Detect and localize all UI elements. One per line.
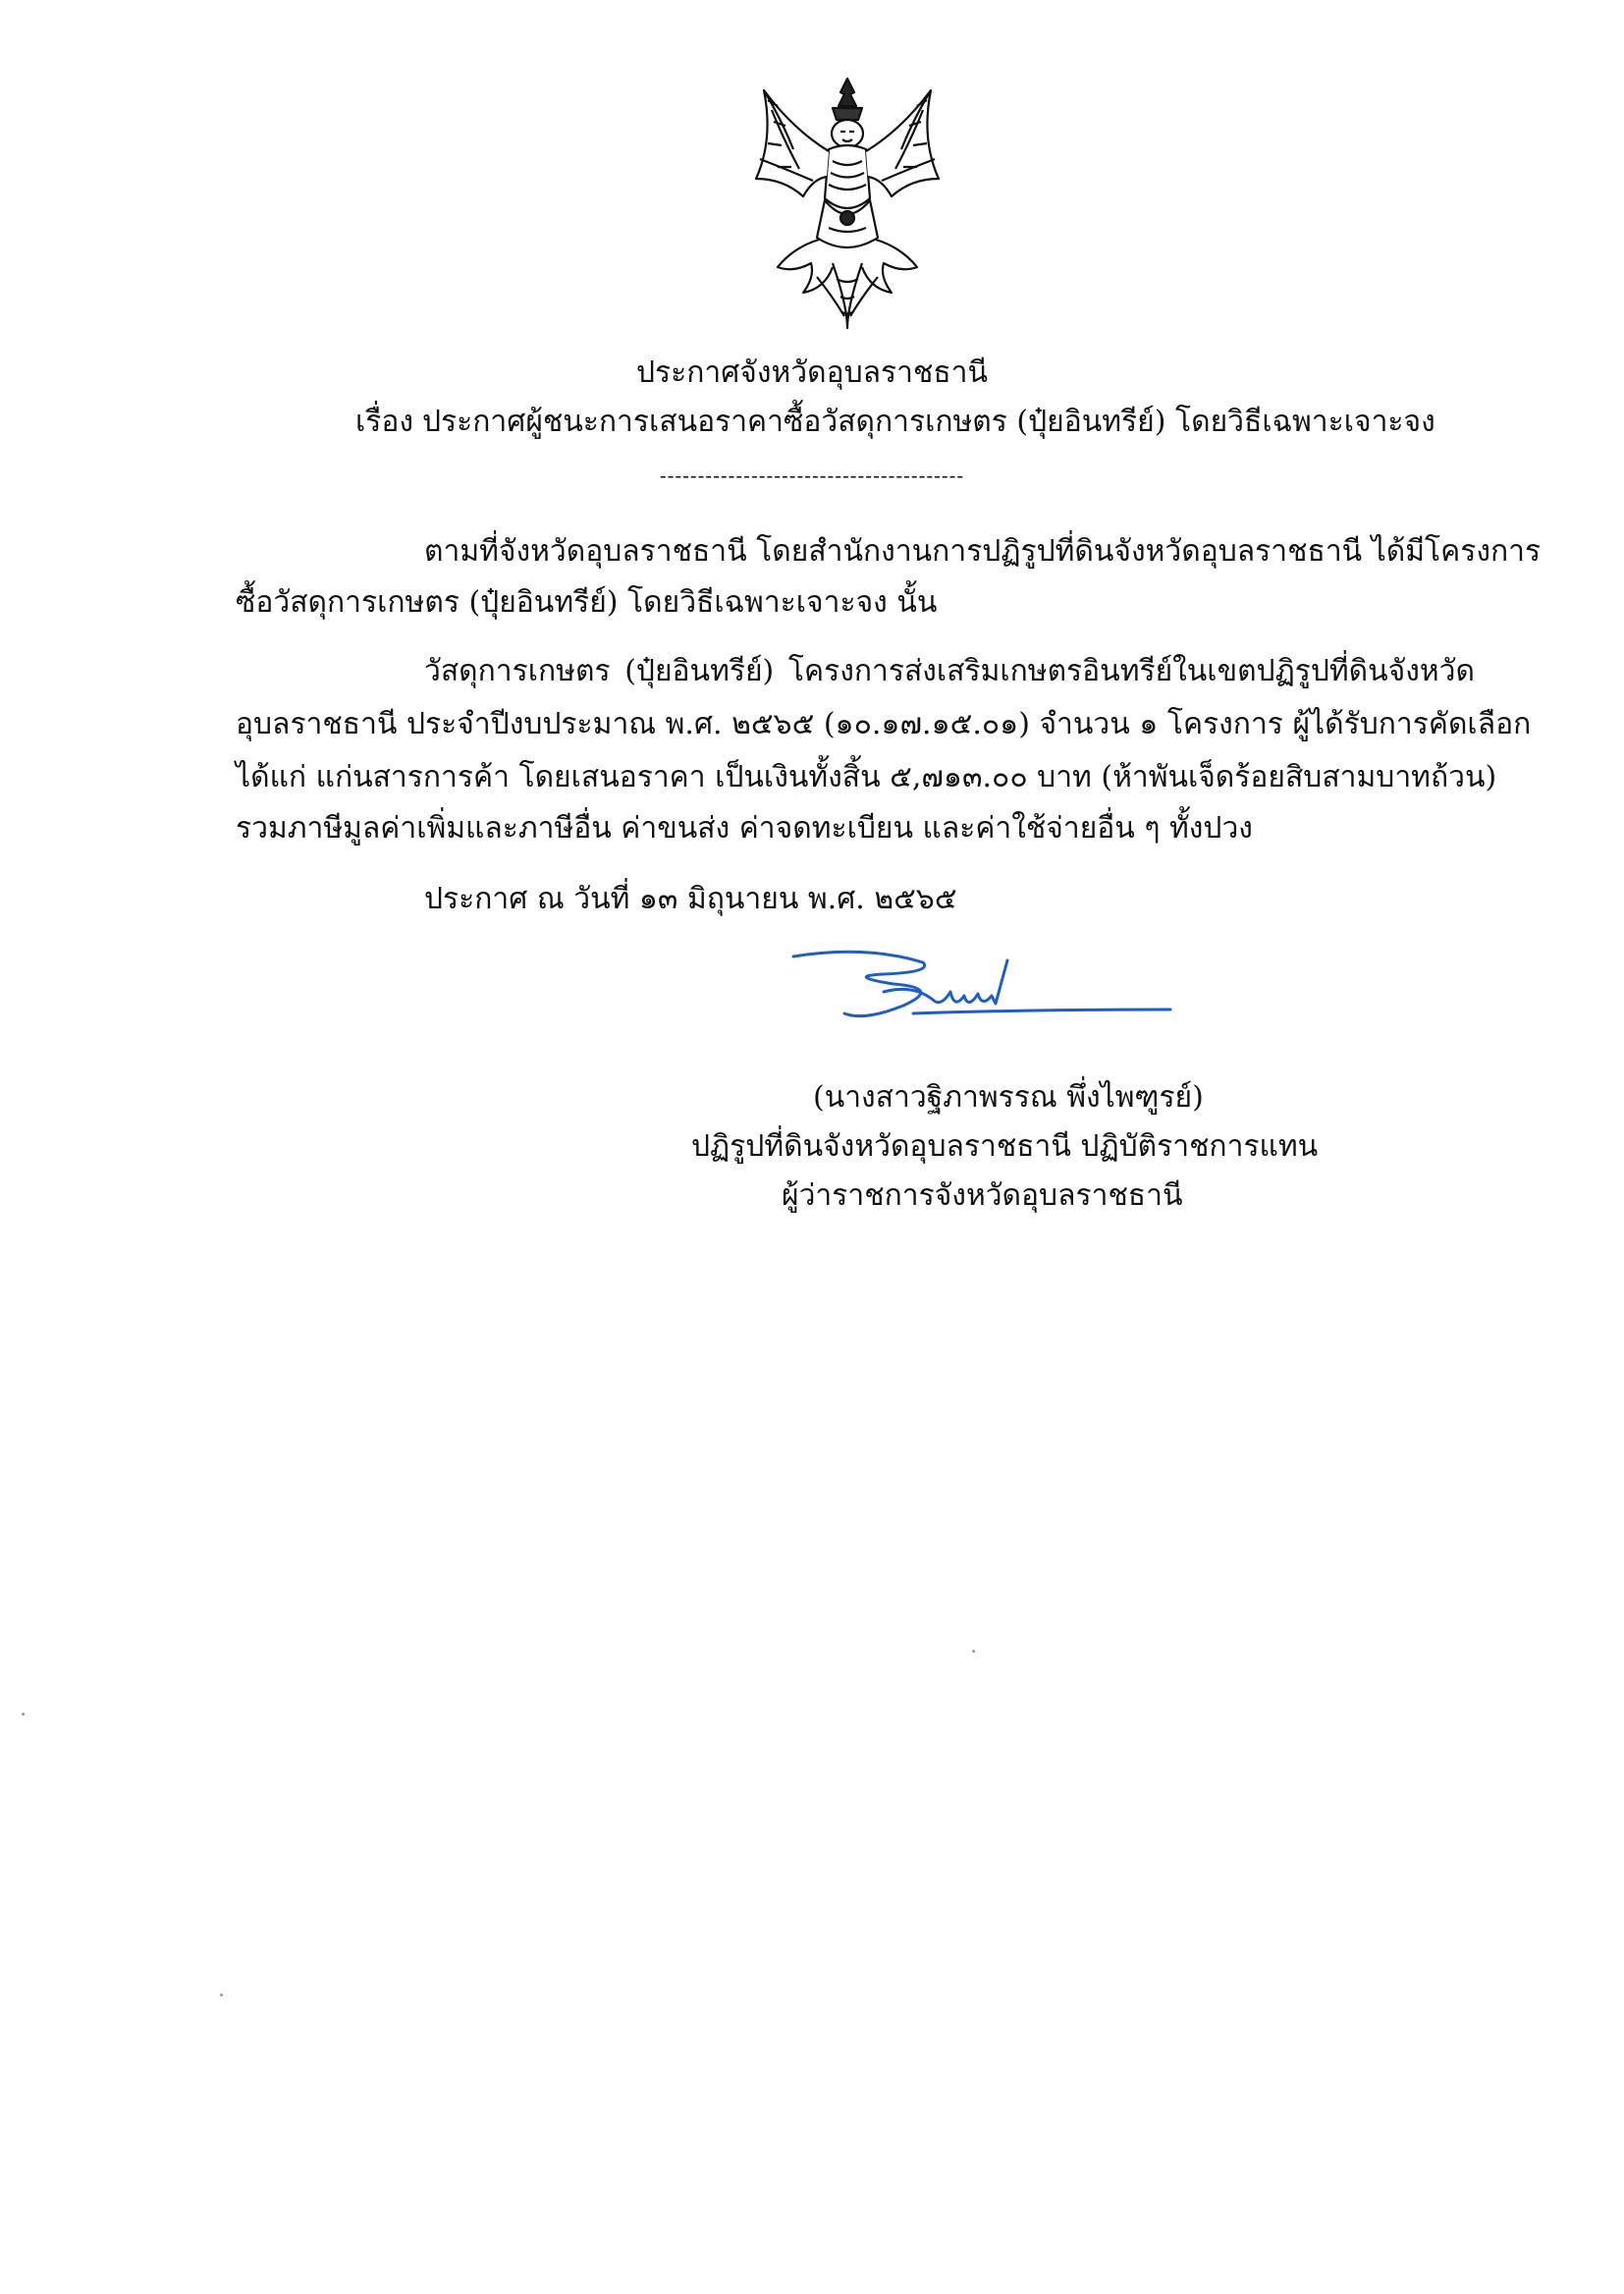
paragraph-1-line-2: ซื้อวัสดุการเกษตร (ปุ๋ยอินทรีย์) โดยวิธีเฉพาะเจาะจง นั้น [236,585,938,620]
paragraph-2-line-2: อุบลราชธานี ประจำปีงบประมาณ พ.ศ. ๒๕๖๕ (๑๐.๑๗.๑๕.๐๑) จำนวน ๑ โครงการ ผู้ได้รับการคัดเลือก [236,707,1532,741]
paragraph-2-line-1: วัสดุการเกษตร (ปุ๋ยอินทรีย์) โครงการส่งเสริมเกษตรอินทรีย์ในเขตปฏิรูปที่ดินจังหวัด [424,654,1475,688]
subject-text: ประกาศผู้ชนะการเสนอราคาซื้อวัสดุการเกษตร (ปุ๋ยอินทรีย์) โดยวิธีเฉพาะเจาะจง [422,405,1435,439]
handwritten-signature [785,945,1178,1053]
subject-label: เรื่อง [355,405,414,439]
signer-name: (นางสาวฐิภาพรรณ พึ่งไพฑูรย์) [813,1080,1204,1115]
signer-position-line-2: ผู้ว่าราชการจังหวัดอุบลราชธานี [782,1178,1183,1213]
title-divider: ---------------------------------------- [659,464,965,487]
garuda-emblem-icon [734,71,960,336]
scan-speck [972,1650,975,1653]
paragraph-2-line-3: ได้แก่ แก่นสารการค้า โดยเสนอราคา เป็นเงินทั้งสิ้น ๕,๗๑๓.๐๐ บาท (ห้าพันเจ็ดร้อยสิบสามบาทถ้วน) [236,760,1497,794]
scan-speck [220,1994,223,1996]
paragraph-1-line-1: ตามที่จังหวัดอุบลราชธานี โดยสำนักงานการปฏิรูปที่ดินจังหวัดอุบลราชธานี ได้มีโครงการ [424,534,1542,569]
announcement-date: ประกาศ ณ วันที่ ๑๓ มิถุนายน พ.ศ. ๒๕๖๕ [424,882,957,916]
paragraph-2-line-4: รวมภาษีมูลค่าเพิ่มและภาษีอื่น ค่าขนส่ง ค่าจดทะเบียน และค่าใช้จ่ายอื่น ๆ ทั้งปวง [236,811,1253,846]
page-title: ประกาศจังหวัดอุบลราชธานี [635,355,989,390]
signer-position-line-1: ปฏิรูปที่ดินจังหวัดอุบลราชธานี ปฏิบัติราชการแทน [691,1129,1319,1164]
scan-speck [22,1713,25,1716]
